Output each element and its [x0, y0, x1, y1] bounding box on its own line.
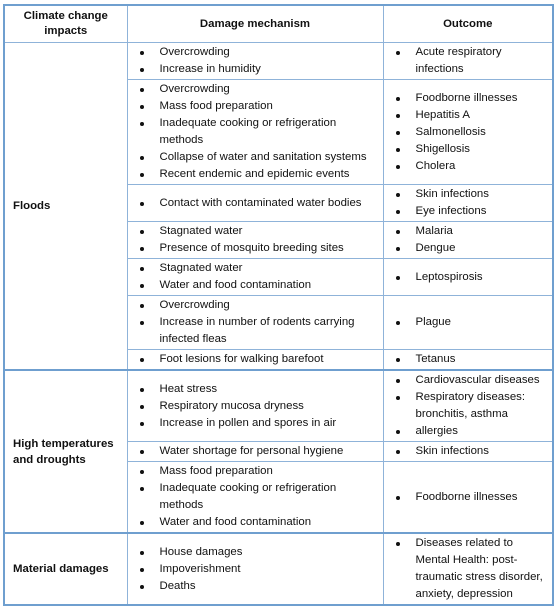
mechanism-cell — [127, 462, 383, 534]
outcome-cell — [383, 370, 553, 442]
outcome-item: Malaria — [388, 223, 549, 240]
outcome-cell — [383, 80, 553, 185]
outcome-item: Foodborne illnesses — [388, 90, 549, 107]
outcome-item: Tetanus — [388, 351, 549, 368]
mechanism-list — [132, 44, 379, 78]
mechanism-item: Presence of mosquito breeding sites — [132, 240, 379, 257]
mechanism-cell — [127, 350, 383, 371]
outcome-item: Skin infections — [388, 186, 549, 203]
outcome-item: Dengue — [388, 240, 549, 257]
outcome-list — [388, 44, 549, 78]
impact-cell: Material damages — [4, 533, 127, 605]
mechanism-item: Stagnated water — [132, 260, 379, 277]
outcome-list — [388, 351, 549, 368]
mechanism-cell — [127, 222, 383, 259]
mechanism-item: Increase in humidity — [132, 61, 379, 78]
mechanism-item: Inadequate cooking or refrigeration methods — [132, 115, 379, 149]
outcome-item: Cardiovascular diseases — [388, 372, 549, 389]
mechanism-item: Impoverishment — [132, 561, 379, 578]
outcome-cell — [383, 185, 553, 222]
header-row — [4, 5, 553, 43]
mechanism-cell — [127, 80, 383, 185]
mechanism-cell — [127, 259, 383, 296]
outcome-item: Cholera — [388, 158, 549, 175]
mechanism-list — [132, 81, 379, 183]
outcome-cell — [383, 296, 553, 350]
mechanism-item: Overcrowding — [132, 297, 379, 314]
mechanism-cell — [127, 533, 383, 605]
mechanism-item: House damages — [132, 544, 379, 561]
mechanism-list — [132, 351, 379, 368]
mechanism-item: Collapse of water and sanitation systems — [132, 149, 379, 166]
outcome-list — [388, 90, 549, 175]
mechanism-list — [132, 260, 379, 294]
outcome-list — [388, 186, 549, 220]
mechanism-item: Mass food preparation — [132, 98, 379, 115]
mechanism-item: Inadequate cooking or refrigeration methods — [132, 480, 379, 514]
outcome-cell — [383, 43, 553, 80]
outcome-list — [388, 372, 549, 440]
outcome-item: Foodborne illnesses — [388, 489, 549, 506]
mechanism-list — [132, 195, 379, 212]
mechanism-cell — [127, 185, 383, 222]
header-impact: Climate change impacts — [4, 5, 127, 43]
mechanism-item: Water and food contamination — [132, 277, 379, 294]
outcome-item: Eye infections — [388, 203, 549, 220]
header-mechanism: Damage mechanism — [127, 5, 383, 43]
mechanism-item: Recent endemic and epidemic events — [132, 166, 379, 183]
outcome-list — [388, 223, 549, 257]
outcome-item: Leptospirosis — [388, 269, 549, 286]
outcome-item: Diseases related to Mental Health: post-traumatic stress disorder, anxiety, depression — [388, 535, 549, 603]
table-row — [4, 43, 553, 80]
outcome-list — [388, 489, 549, 506]
outcome-cell — [383, 350, 553, 371]
table-row — [4, 370, 553, 442]
mechanism-list — [132, 443, 379, 460]
mechanism-list — [132, 544, 379, 595]
outcome-cell — [383, 222, 553, 259]
outcome-list — [388, 443, 549, 460]
mechanism-item: Increase in pollen and spores in air — [132, 415, 379, 432]
mechanism-item: Deaths — [132, 578, 379, 595]
outcome-cell — [383, 462, 553, 534]
outcome-item: Respiratory diseases: bronchitis, asthma — [388, 389, 549, 423]
outcome-list — [388, 314, 549, 331]
outcome-item: Shigellosis — [388, 141, 549, 158]
impacts-table-container — [3, 4, 552, 606]
climate-health-table — [3, 4, 554, 606]
outcome-item: Hepatitis A — [388, 107, 549, 124]
impact-cell: Floods — [4, 43, 127, 371]
table-body — [4, 43, 553, 606]
mechanism-item: Mass food preparation — [132, 463, 379, 480]
mechanism-item: Foot lesions for walking barefoot — [132, 351, 379, 368]
mechanism-item: Water and food contamination — [132, 514, 379, 531]
mechanism-cell — [127, 370, 383, 442]
mechanism-item: Contact with contaminated water bodies — [132, 195, 379, 212]
mechanism-item: Heat stress — [132, 381, 379, 398]
mechanism-cell — [127, 442, 383, 462]
mechanism-item: Stagnated water — [132, 223, 379, 240]
mechanism-item: Overcrowding — [132, 81, 379, 98]
mechanism-cell — [127, 43, 383, 80]
impact-cell: High temperatures and droughts — [4, 370, 127, 533]
outcome-list — [388, 269, 549, 286]
header-outcome: Outcome — [383, 5, 553, 43]
mechanism-item: Overcrowding — [132, 44, 379, 61]
mechanism-item: Increase in number of rodents carrying infected fleas — [132, 314, 379, 348]
mechanism-item: Respiratory mucosa dryness — [132, 398, 379, 415]
table-row — [4, 533, 553, 605]
mechanism-list — [132, 223, 379, 257]
outcome-cell — [383, 259, 553, 296]
outcome-item: Salmonellosis — [388, 124, 549, 141]
mechanism-list — [132, 297, 379, 348]
outcome-cell — [383, 533, 553, 605]
mechanism-list — [132, 463, 379, 531]
outcome-item: Plague — [388, 314, 549, 331]
outcome-item: Skin infections — [388, 443, 549, 460]
outcome-item: allergies — [388, 423, 549, 440]
outcome-cell — [383, 442, 553, 462]
mechanism-item: Water shortage for personal hygiene — [132, 443, 379, 460]
mechanism-cell — [127, 296, 383, 350]
mechanism-list — [132, 381, 379, 432]
outcome-item: Acute respiratory infections — [388, 44, 549, 78]
outcome-list — [388, 535, 549, 603]
